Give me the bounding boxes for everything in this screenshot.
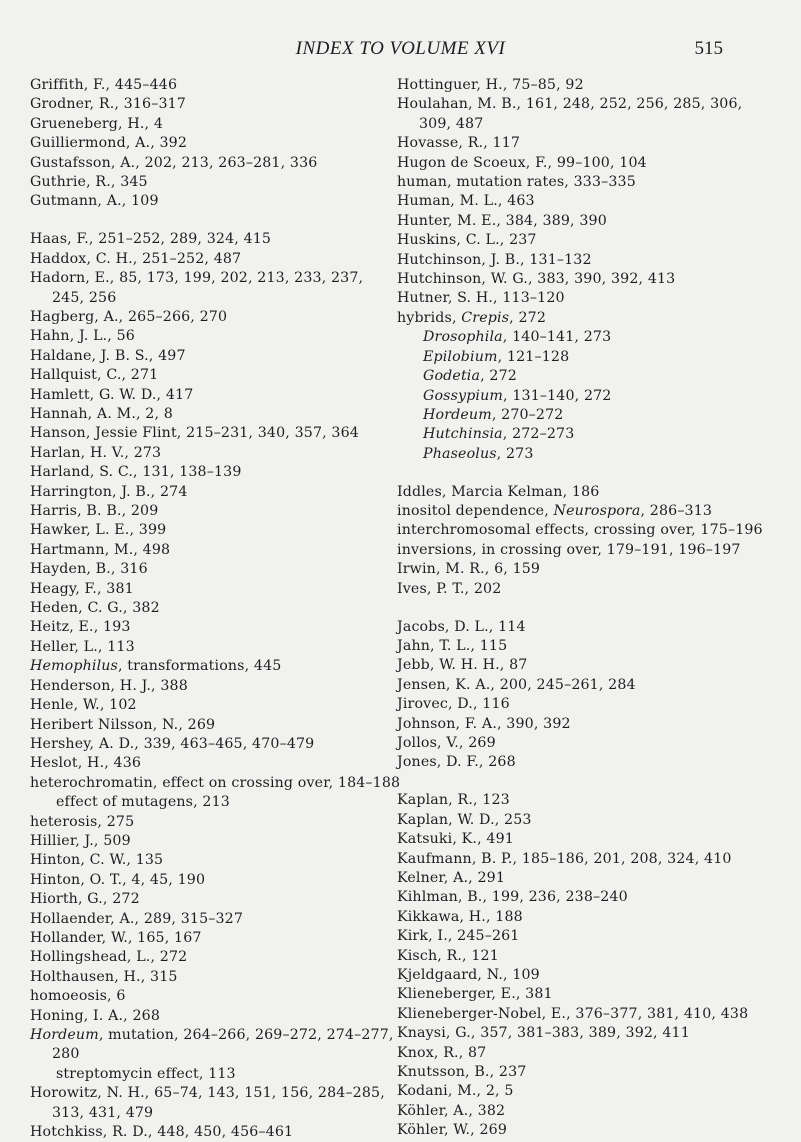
index-entry: Kaplan, W. D., 253: [397, 811, 532, 828]
index-entry: Harlan, H. V., 273: [30, 444, 162, 461]
index-entry: Henle, W., 102: [30, 697, 137, 714]
index-entry: Johnson, F. A., 390, 392: [397, 715, 571, 732]
index-entry: Köhler, A., 382: [397, 1102, 506, 1119]
index-entry: Hamlett, G. W. D., 417: [30, 386, 194, 403]
index-entry: Iddles, Marcia Kelman, 186: [397, 483, 600, 500]
index-entry: Hallquist, C., 271: [30, 367, 159, 384]
index-entry: Jahn, T. L., 115: [397, 637, 508, 654]
index-entry: Hershey, A. D., 339, 463–465, 470–479: [30, 735, 315, 752]
index-entry: Kikkawa, H., 188: [397, 908, 523, 925]
index-entry: Kihlman, B., 199, 236, 238–240: [397, 889, 628, 906]
index-entry: Kjeldgaard, N., 109: [397, 966, 540, 983]
index-entry: Kaplan, R., 123: [397, 792, 510, 809]
index-entry: heterochromatin, effect on crossing over, 184–188: [30, 774, 401, 791]
index-entry: Hollingshead, L., 272: [30, 949, 188, 966]
index-column-left: [30, 76, 401, 1142]
index-subentry: Phaseolus, 273: [423, 445, 534, 462]
page-header: [0, 38, 801, 68]
index-entry: Kodani, M., 2, 5: [397, 1083, 514, 1100]
index-entry: Knaysi, G., 357, 381–383, 389, 392, 411: [397, 1025, 690, 1042]
index-entry: Hanson, Jessie Flint, 215–231, 340, 357, 364: [30, 425, 359, 442]
index-entry: Hovasse, R., 117: [397, 135, 521, 152]
index-entry: Hugon de Scoeux, F., 99–100, 104: [397, 154, 647, 171]
index-subentry: Gossypium, 131–140, 272: [423, 387, 612, 404]
index-entry-continuation: 245, 256: [52, 289, 117, 306]
index-entry: interchromosomal effects, crossing over, 175–196: [397, 522, 763, 539]
index-entry: Hiorth, G., 272: [30, 891, 140, 908]
index-entry: Haddox, C. H., 251–252, 487: [30, 250, 242, 267]
index-entry: Hawker, L. E., 399: [30, 522, 167, 539]
index-subentry: Hutchinsia, 272–273: [423, 426, 575, 443]
index-entry: Heller, L., 113: [30, 638, 135, 655]
index-entry: Grodner, R., 316–317: [30, 96, 186, 113]
index-entry: Horowitz, N. H., 65–74, 143, 151, 156, 284–285,: [30, 1085, 385, 1102]
index-entry: Hayden, B., 316: [30, 561, 148, 578]
index-entry: Harris, B. B., 209: [30, 503, 159, 520]
index-entry: heterosis, 275: [30, 813, 135, 830]
index-subentry: effect of mutagens, 213: [56, 794, 230, 811]
index-entry: Hadorn, E., 85, 173, 199, 202, 213, 233, 237,: [30, 270, 364, 287]
index-subentry: Godetia, 272: [423, 368, 517, 385]
index-entry: Guthrie, R., 345: [30, 174, 148, 191]
index-entry: Henderson, H. J., 388: [30, 677, 188, 694]
index-entry: Hordeum, mutation, 264–266, 269–272, 274–277,: [30, 1027, 394, 1043]
index-entry: Harrington, J. B., 274: [30, 483, 188, 500]
index-entry: Hollander, W., 165, 167: [30, 929, 202, 946]
index-entry: Hollaender, A., 289, 315–327: [30, 910, 244, 927]
index-entry: Hagberg, A., 265–266, 270: [30, 308, 228, 325]
index-entry: Hahn, J. L., 56: [30, 328, 135, 345]
index-entry: Hannah, A. M., 2, 8: [30, 406, 173, 422]
index-entry: Hunter, M. E., 384, 389, 390: [397, 212, 607, 229]
index-entry-continuation: 280: [52, 1046, 80, 1063]
index-entry: homoeosis, 6: [30, 988, 126, 1005]
index-entry: Heden, C. G., 382: [30, 600, 160, 617]
index-entry: Gutmann, A., 109: [30, 193, 159, 210]
index-entry: Ives, P. T., 202: [397, 580, 502, 597]
index-entry: Haldane, J. B. S., 497: [30, 347, 186, 364]
index-entry: Kaufmann, B. P., 185–186, 201, 208, 324, 410: [397, 850, 732, 867]
index-entry: Kelner, A., 291: [397, 869, 506, 886]
index-entry: Haas, F., 251–252, 289, 324, 415: [30, 231, 272, 248]
index-subentry: Hordeum, 270–272: [423, 406, 564, 423]
index-entry: Grueneberg, H., 4: [30, 115, 164, 132]
index-entry: Katsuki, K., 491: [397, 831, 514, 848]
index-entry: Honing, I. A., 268: [30, 1007, 161, 1024]
index-entry: Hotchkiss, R. D., 448, 450, 456–461: [30, 1124, 294, 1141]
index-entry: Klieneberger-Nobel, E., 376–377, 381, 410, 438: [397, 1005, 749, 1022]
index-subentry: Epilobium, 121–128: [423, 348, 570, 365]
index-entry: Hartmann, M., 498: [30, 541, 171, 558]
index-entry: Jacobs, D. L., 114: [397, 618, 526, 635]
index-entry: Hinton, C. W., 135: [30, 852, 164, 869]
index-entry: Knox, R., 87: [397, 1044, 487, 1061]
index-entry: Hutchinson, W. G., 383, 390, 392, 413: [397, 271, 676, 288]
index-entry: hybrids, Crepis, 272: [397, 309, 546, 326]
index-entry: Huskins, C. L., 237: [397, 232, 537, 249]
page-number: 515: [694, 38, 723, 59]
index-entry: Guilliermond, A., 392: [30, 135, 188, 152]
index-entry: Kirk, I., 245–261: [397, 928, 520, 945]
index-entry: Klieneberger, E., 381: [397, 986, 553, 1003]
index-entry: Heslot, H., 436: [30, 755, 142, 772]
index-entry-continuation: 313, 431, 479: [52, 1104, 154, 1121]
index-entry: Kisch, R., 121: [397, 947, 499, 964]
index-entry: Hemophilus, transformations, 445: [30, 658, 282, 675]
index-subentry: Drosophila, 140–141, 273: [423, 329, 612, 346]
index-entry: Heagy, F., 381: [30, 580, 134, 597]
index-entry: Jones, D. F., 268: [397, 754, 516, 771]
index-entry-continuation: 309, 487: [419, 115, 484, 132]
index-entry: Jirovec, D., 116: [397, 696, 510, 713]
index-entry: Heitz, E., 193: [30, 619, 131, 636]
index-column-right: [397, 76, 763, 1141]
running-title: INDEX TO VOLUME XVI: [295, 38, 506, 59]
index-entry: inositol dependence, Neurospora, 286–313: [397, 503, 713, 520]
index-entry: Holthausen, H., 315: [30, 968, 178, 985]
index-entry: Hottinguer, H., 75–85, 92: [397, 77, 584, 93]
index-entry: Irwin, M. R., 6, 159: [397, 561, 541, 578]
index-entry: Köhler, W., 269: [397, 1122, 508, 1139]
index-entry: Harland, S. C., 131, 138–139: [30, 464, 242, 481]
index-entry: Griffith, F., 445–446: [30, 77, 178, 93]
index-entry: human, mutation rates, 333–335: [397, 174, 636, 191]
index-entry: Knutsson, B., 237: [397, 1064, 527, 1080]
index-subentry: streptomycin effect, 113: [56, 1065, 236, 1082]
index-entry: Jebb, W. H. H., 87: [397, 657, 528, 674]
index-entry: inversions, in crossing over, 179–191, 196–197: [397, 541, 741, 558]
index-entry: Hinton, O. T., 4, 45, 190: [30, 871, 206, 888]
index-entry: Hutchinson, J. B., 131–132: [397, 251, 592, 268]
index-entry: Jensen, K. A., 200, 245–261, 284: [397, 676, 636, 693]
index-entry: Hutner, S. H., 113–120: [397, 290, 565, 307]
index-entry: Hillier, J., 509: [30, 832, 131, 849]
index-entry: Gustafsson, A., 202, 213, 263–281, 336: [30, 154, 318, 171]
index-entry: Human, M. L., 463: [397, 193, 535, 210]
index-entry: Heribert Nilsson, N., 269: [30, 716, 216, 733]
index-entry: Houlahan, M. B., 161, 248, 252, 256, 285, 306,: [397, 96, 743, 113]
index-entry: Jollos, V., 269: [397, 735, 496, 751]
